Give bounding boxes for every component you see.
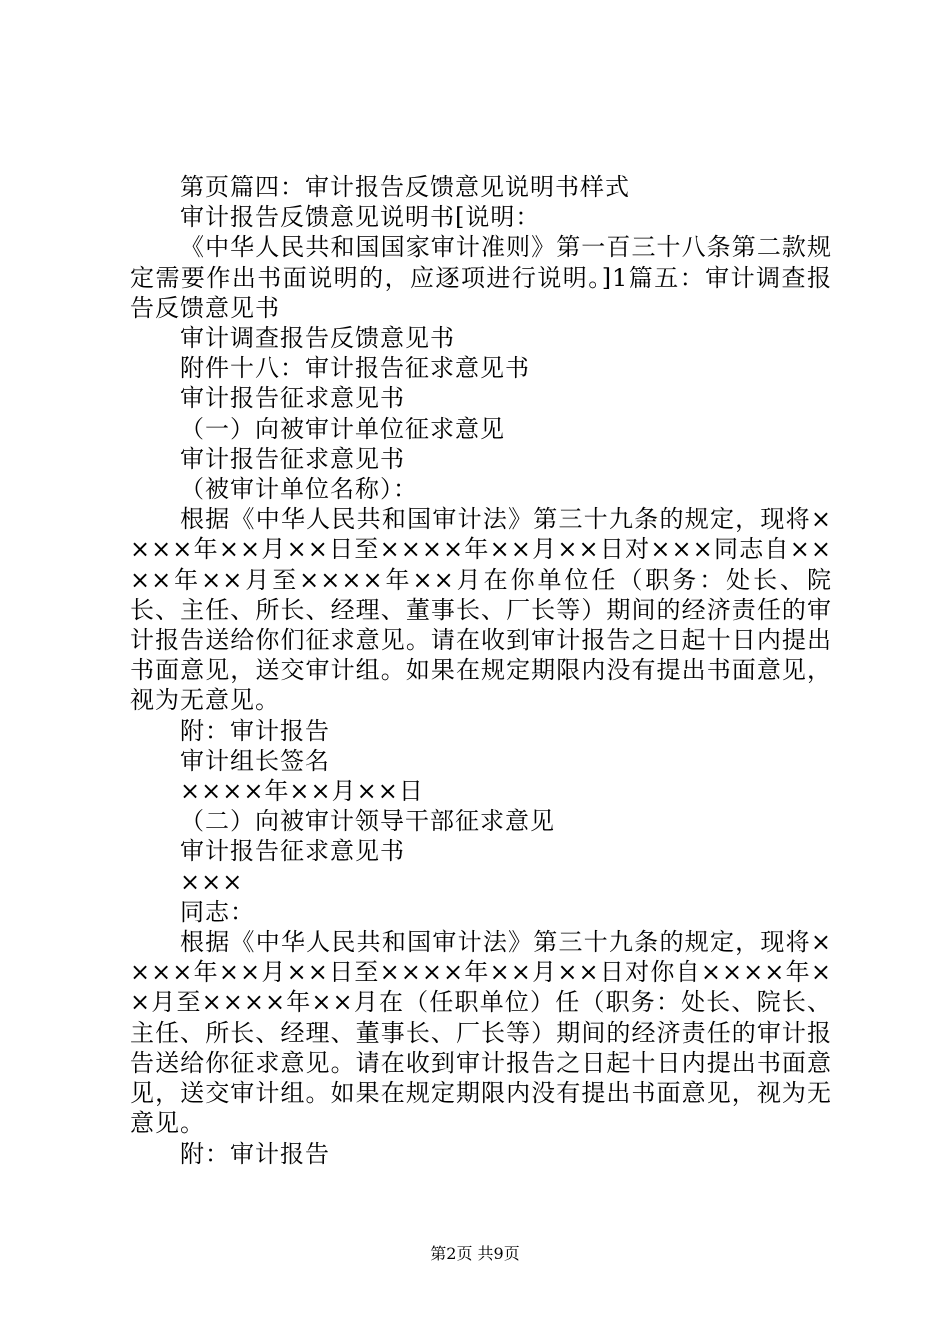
paragraph-body-2: 根据《中华人民共和国审计法》第三十九条的规定，现将××××年××月××日至××××年××月××日对你自××××年××月至××××年××月在（任职单位）任（职务：处长、院长、主任、所长、经理、董事长、厂长等）期间的经济责任的审计报告送给你征求意见。请在收到审计报告之日起十日内提出书面意见，送交审计组。如果在规定期限内没有提出书面意见，视为无意见。 <box>130 928 832 1138</box>
paragraph-subsection-2: （二）向被审计领导干部征求意见 <box>180 807 555 836</box>
paragraph-appendix-18: 附件十八：审计报告征求意见书 <box>180 354 530 383</box>
paragraph-addressee-unit: （被审计单位名称）： <box>180 475 418 504</box>
paragraph-opinion-letter-title-1: 审计报告征求意见书 <box>180 384 405 413</box>
paragraph-attachment-2: 附：审计报告 <box>180 1139 330 1168</box>
paragraph-opinion-letter-title-2: 审计报告征求意见书 <box>180 444 405 473</box>
paragraph-feedback-title: 审计报告反馈意见说明书[说明： <box>180 203 541 232</box>
paragraph-opinion-letter-title-3: 审计报告征求意见书 <box>180 837 405 866</box>
paragraph-addressee-name: ××× <box>180 867 244 896</box>
paragraph-survey-feedback-title: 审计调查报告反馈意见书 <box>180 324 455 353</box>
paragraph-signature: 审计组长签名 <box>180 746 330 775</box>
paragraph-subsection-1: （一）向被审计单位征求意见 <box>180 414 505 443</box>
page-number-footer: 第2页 共9页 <box>430 1244 520 1263</box>
paragraph-salutation: 同志： <box>180 897 255 926</box>
paragraph-attachment-1: 附：审计报告 <box>180 716 330 745</box>
document-body <box>130 172 832 1169</box>
paragraph-body-1: 根据《中华人民共和国审计法》第三十九条的规定，现将××××年××月××日至××××年××月××日对×××同志自××××年××月至××××年××月在你单位任（职务：处长、院长、主任、所长、经理、董事长、厂长等）期间的经济责任的审计报告送给你们征求意见。请在收到审计报告之日起十日内提出书面意见，送交审计组。如果在规定期限内没有提出书面意见，视为无意见。 <box>130 505 832 715</box>
heading-section-4: 第页篇四：审计报告反馈意见说明书样式 <box>180 173 630 201</box>
paragraph-standards-note: 《中华人民共和国国家审计准则》第一百三十八条第二款规定需要作出书面说明的，应逐项进行说明。]1篇五：审计调查报告反馈意见书 <box>130 233 832 322</box>
paragraph-date: ××××年××月××日 <box>180 777 424 806</box>
